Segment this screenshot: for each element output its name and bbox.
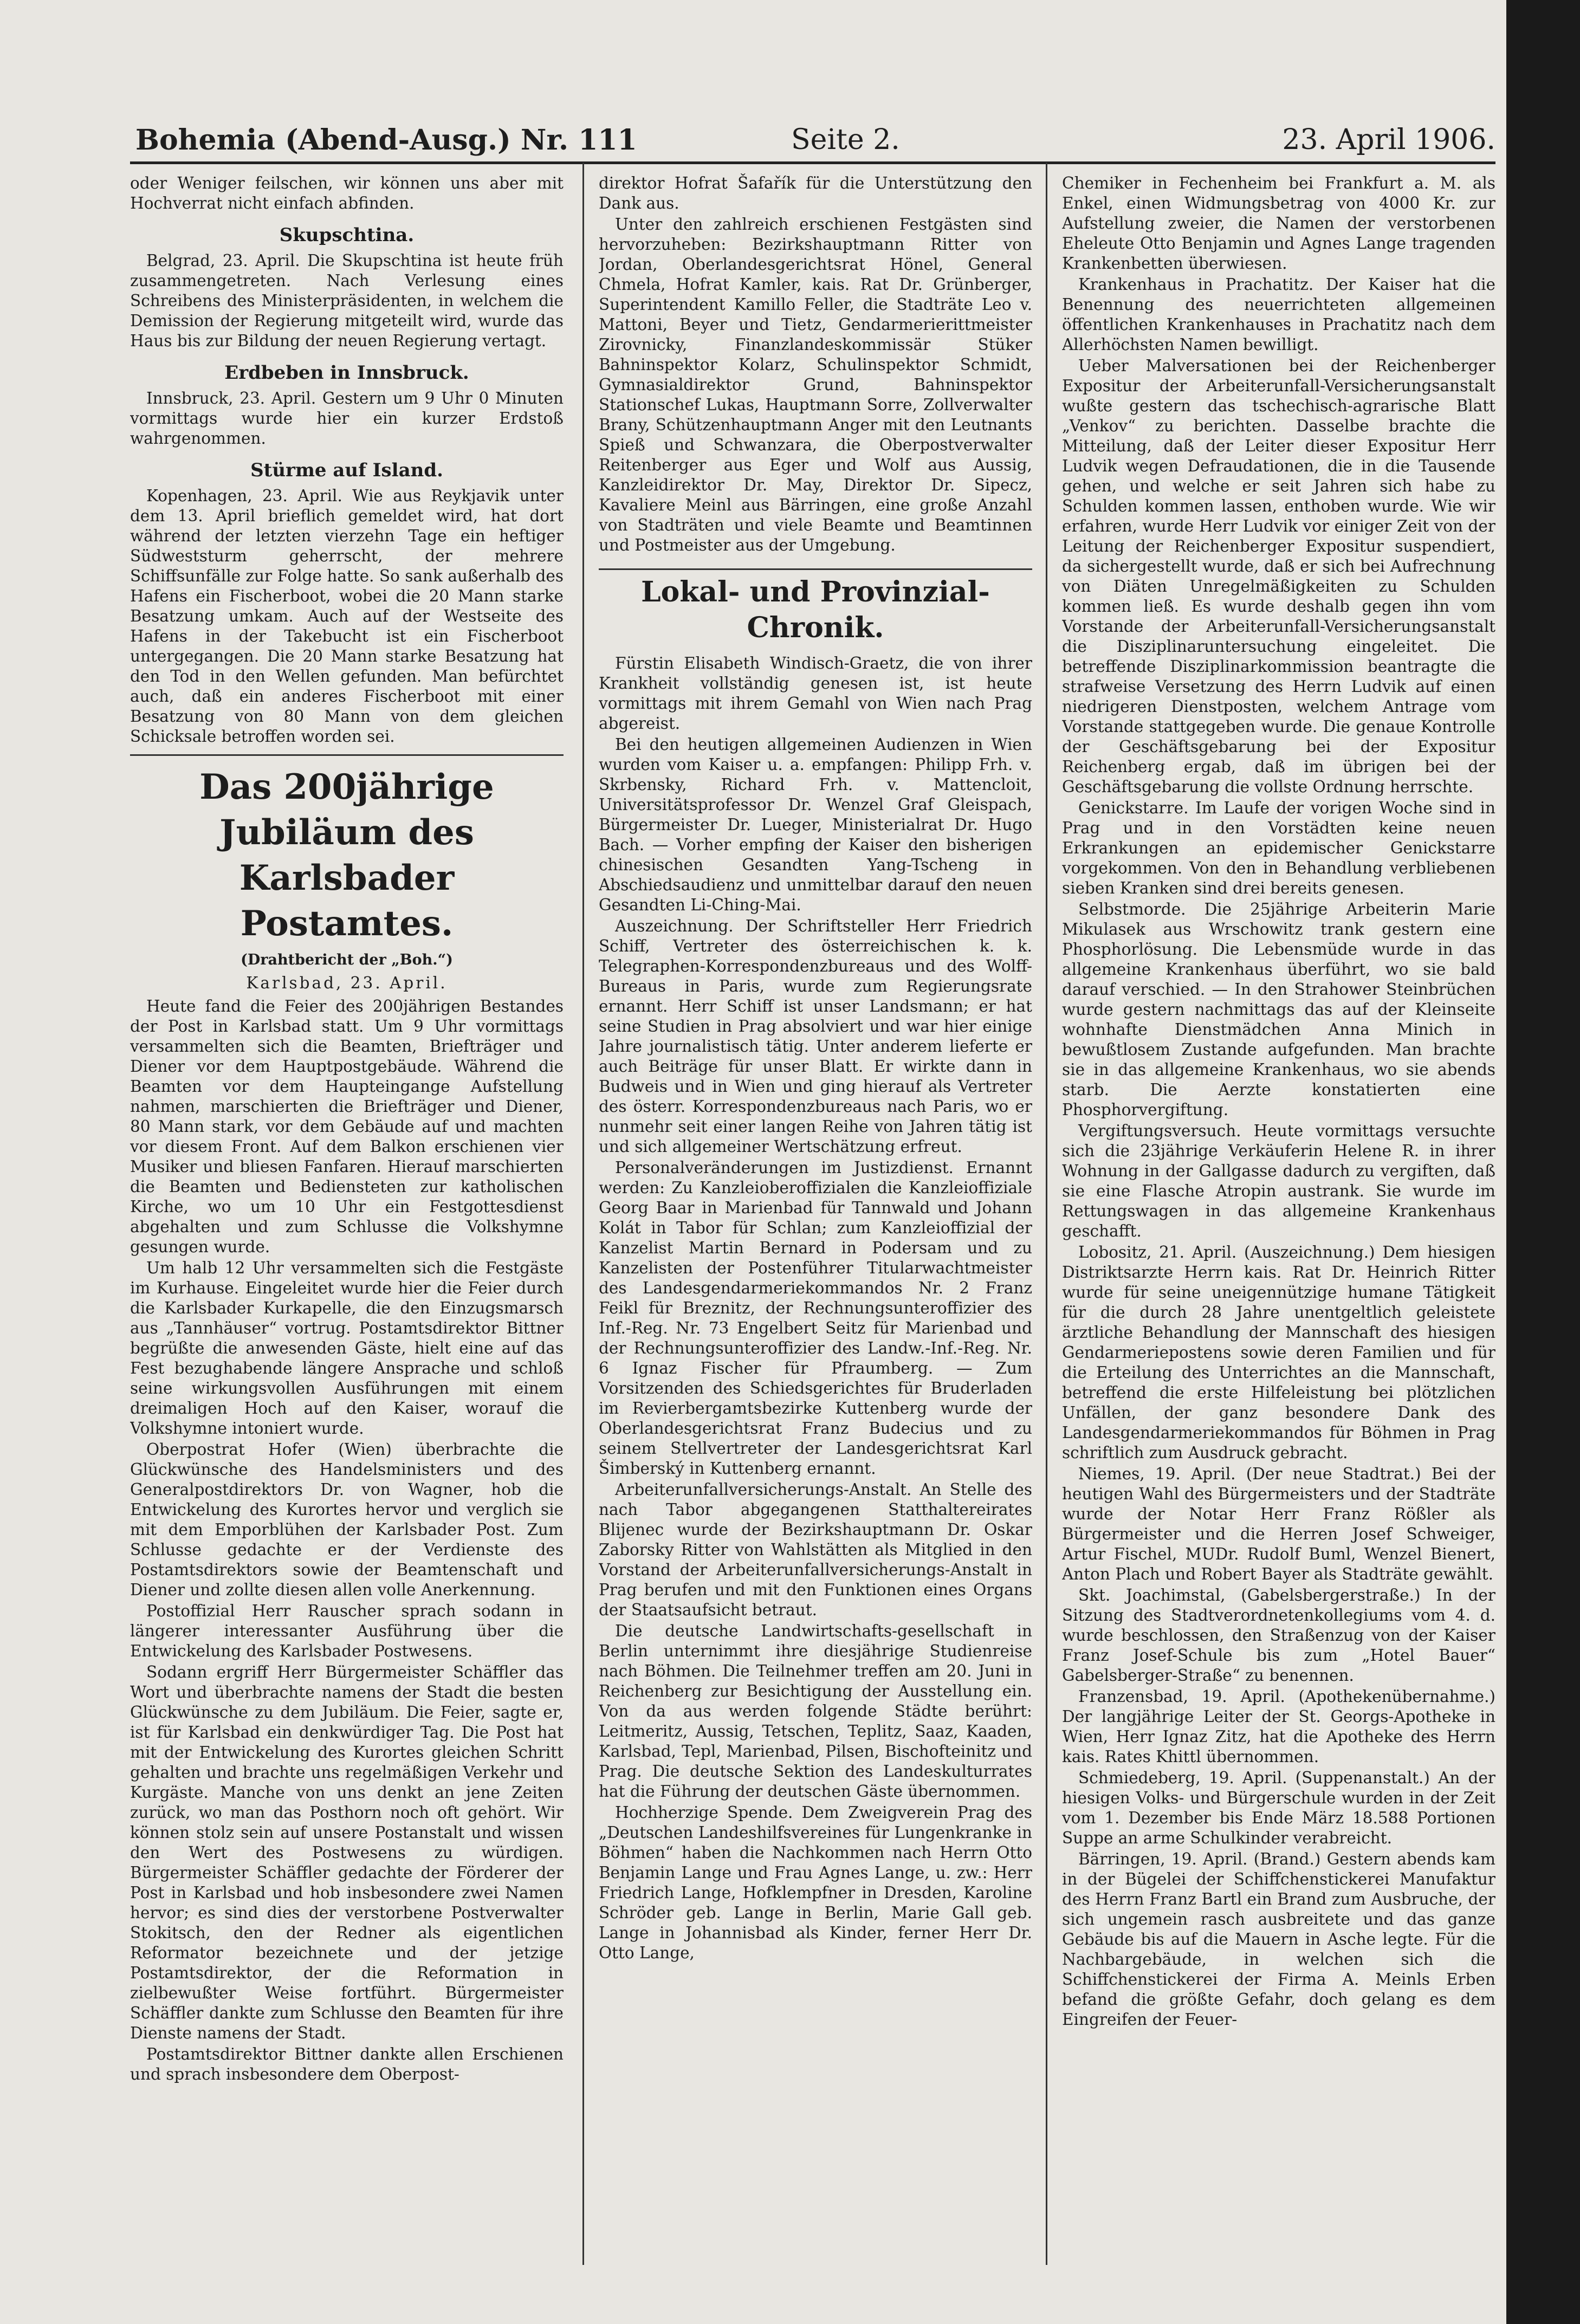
article-stuerme: Kopenhagen, 23. April. Wie aus Reykjavik unter dem 13. April brieflich gemeldet wird, hat dort während der letzten vierzehn Tage ein heftiger Südweststurm geherrscht, der mehrere Schiffsunfälle zur Folge hatte. So sank außerhalb des Hafens ein Fischerboot, wobei die 20 Mann starke Besatzung umkam. Auch auf der Westseite des Hafens in der Takebucht ist ein Fischerboot untergegangen. Die 20 Mann starke Besatzung hat den Tod in den Wellen gefunden. Man befürchtet auch, daß ein anderes Fischerboot mit einer Besatzung von 80 Mann von dem gleichen Schicksale betroffen worden sei. — [130, 487, 564, 746]
headline-jubilaeum: Das 200jährige Jubiläum des Karlsbader Postamtes. — [199, 767, 494, 944]
article-erdbeben: Innsbruck, 23. April. Gestern um 9 Uhr 0 Minuten vormittags wurde hier ein kurzer Erdstoß wahrgenommen. — [130, 389, 564, 448]
article-paragraph: Heute fand die Feier des 200jährigen Bestandes der Post in Karlsbad statt. Um 9 Uhr vormittags versammelten sich die Beamten, Briefträger und Diener vor dem Hauptpostgebäude. Während die Beamten vor dem Haupteingange Aufstellung nahmen, marschierten die Briefträger und Diener, 80 Mann stark, vor dem Gebäude auf und machten vor diesem Front. Auf dem Balkon erschienen vier Musiker und bliesen Fanfaren. Hierauf marschierten die Beamten und Bediensteten zur katholischen Kirche, wo um 10 Uhr ein Festgottesdienst abgehalten und zum Schlusse die Volkshymne gesungen wurde. — [130, 997, 564, 1256]
column-rule-1 — [582, 163, 584, 2265]
news-item: Die deutsche Landwirtschafts-gesellschaft in Berlin unternimmt ihre diesjährige Studienreise nach Böhmen. Die Teilnehmer treffen am 20. Juni in Reichenberg zur Besichtigung der Ausstellung ein. Von da aus werden folgende Städte berührt: Leitmeritz, Aussig, Tetschen, Teplitz, Saaz, Kaaden, Karlsbad, Tepl, Marienbad, Pilsen, Bischofteinitz und Prag. Die deutsche Sektion des Landeskulturrates hat die Führung der deutschen Gäste übernommen. — [599, 1622, 1032, 1801]
article-continuation: direktor Hofrat Šafařík für die Unterstützung den Dank aus. — [599, 174, 1032, 212]
news-item: Selbstmorde. Die 25jährige Arbeiterin Marie Mikulasek aus Wrschowitz trank gestern eine Phosphorlösung. Die Lebensmüde wurde in das allgemeine Krankenhaus überführt, wo sie bald darauf verschied. — In den Strahower Steinbrüchen wurde gestern nachmittags das auf der Kleinseite wohnhafte Dienstmädchen Anna Minich in bewußtlosem Zustande aufgefunden. Man brachte sie in das allgemeine Krankenhaus, wo sie abends starb. Die Aerzte konstatierten eine Phosphorvergiftung. — [1062, 900, 1495, 1119]
issue-date: 23. April 1906. — [1282, 124, 1495, 156]
dateline: Karlsbad, 23. April. — [246, 974, 448, 992]
headline-jubilaeum-subtitle: (Drahtbericht der „Boh.“) — [241, 951, 453, 968]
news-item: Niemes, 19. April. (Der neue Stadtrat.) Bei der heutigen Wahl des Bürgermeisters und der Stadträte wurde der Notar Herr Franz Rößler als Bürgermeister und die Herren Josef Schweiger, Artur Fischel, MUDr. Rudolf Buml, Wenzel Bienert, Anton Plach und Robert Bayer als Stadträte gewählt. — [1062, 1465, 1495, 1583]
article-paragraph: Postamtsdirektor Bittner dankte allen Erschienen und sprach insbesondere dem Oberpost- — [130, 2045, 564, 2083]
heading-erdbeben: Erdbeben in Innsbruck. — [224, 362, 469, 384]
news-item: Lobositz, 21. April. (Auszeichnung.) Dem hiesigen Distriktsarzte Herrn kais. Rat Dr. Heinrich Ritter wurde für seine uneigennützige humane Tätigkeit für die durch 28 Jahre unentgeltlich geleistete ärztliche Behandlung der Mannschaft des hiesigen Gendarmeriepostens sowie deren Familien und für die Erteilung des Unterrichtes an die Mannschaft, betreffend die erste Hilfeleistung bei plötzlichen Unfällen, der ganz besondere Dank des Landesgendarmeriekommandos für Böhmen in Prag schriftlich zum Ausdruck gebracht. — [1062, 1243, 1495, 1462]
page-number: Seite 2. — [791, 124, 900, 156]
news-item: Vergiftungsversuch. Heute vormittags versuchte sich die 23jährige Verkäuferin Helene R. in ihrer Wohnung in der Gallgasse dadurch zu vergiften, daß sie eine Flasche Atropin austrank. Sie wurde im Rettungswagen in das allgemeine Krankenhaus geschafft. — [1062, 1122, 1495, 1240]
heading-skupschtina: Skupschtina. — [279, 224, 415, 246]
news-item: Ueber Malversationen bei der Reichenberger Expositur der Arbeiterunfall-Versicherungsanstalt wußte gestern das tschechisch-agrarische Blatt „Venkov“ zu berichten. Dasselbe brachte die Mitteilung, daß der Leiter dieser Expositur Herr Ludvik wegen Defraudationen, die in die Tausende gehen, und welche er seit Jahren sich habe zu Schulden kommen lassen, enthoben wurde. Wie wir erfahren, wurde Herr Ludvik vor einiger Zeit von der Leitung der Reichenberger Expositur suspendiert, da sichergestellt wurde, daß er sich bei Aufrechnung von Diäten Unregelmäßigkeiten zu Schulden kommen ließ. Es wurde deshalb gegen ihn vom Vorstande der Arbeiterunfall-Versicherungsanstalt die Disziplinaruntersuchung eingeleitet. Die betreffende Disziplinarkommission beantragte die strafweise Versetzung des Herrn Ludvik auf einen niedrigeren Dienstposten, welchem Antrage vom Vorstande stattgegeben wurde. Die genaue Kontrolle der Geschäftsgebarung bei der Expositur Reichenberg ergab, daß im übrigen bei der Geschäftsgebarung die vollste Ordnung herrschte. — [1062, 357, 1495, 796]
article-paragraph: Postoffizial Herr Rauscher sprach sodann in längerer interessanter Ausführung über die Entwickelung des Karlsbader Postwesens. — [130, 1602, 564, 1660]
article-paragraph: Unter den zahlreich erschienen Festgästen sind hervorzuheben: Bezirkshauptmann Ritter von Jordan, Oberlandesgerichtsrat Hönel, General Chmela, Hofrat Kamler, kais. Rat Dr. Grünberger, Superintendent Kamillo Feller, die Stadträte Leo v. Mattoni, Beyer und Tietz, Gendarmerierittmeister Zirovnicky, Finanzlandeskommissär Stüker Bahninspektor Kolarz, Schulinspektor Schmidt, Gymnasialdirektor Grund, Bahninspektor Stationschef Lukas, Hauptmann Sorre, Zollverwalter Brany, Schützenhauptmann Anger mit den Leutnants Spieß und Schwanzara, die Oberpostverwalter Reitenberger aus Eger und Wolf aus Aussig, Kanzleidirektor Dr. May, Direktor Dr. Sipecz, Kavaliere Meinl aus Bärringen, eine große Anzahl von Stadträten und viele Beamte und Beamtinnen und Postmeister aus der Umgebung. — [599, 215, 1032, 554]
scan-border — [1506, 0, 1580, 2324]
heading-stuerme: Stürme auf Island. — [250, 459, 443, 481]
article-skupschtina: Belgrad, 23. April. Die Skupschtina ist heute früh zusammengetreten. Nach Verlesung eines Schreibens des Ministerpräsidenten, in welchem die Demission der Regierung mitgeteilt wird, wurde das Haus bis zur Bildung der neuen Regierung vertagt. — [130, 251, 564, 350]
column-1 — [130, 173, 564, 2254]
news-item: Auszeichnung. Der Schriftsteller Herr Friedrich Schiff, Vertreter des österreichischen k. k. Telegraphen-Korrespondenzbureaus und des Wolff-Bureaus in Paris, wurde zum Regierungsrate ernannt. Herr Schiff ist unser Landsmann; er hat seine Studien in Prag absolviert und war hier einige Jahre journalistisch tätig. Unter anderem lieferte er auch Beiträge für unser Blatt. Er wirkte dann in Budweis und in Wien und ging hierauf als Vertreter des österr. Korrespondenzbureaus nach Paris, wo er nunmehr seit einer langen Reihe von Jahren tätig ist und sich allgemeiner Wertschätzung erfreut. — [599, 917, 1032, 1156]
news-item: Fürstin Elisabeth Windisch-Graetz, die von ihrer Krankheit vollständig genesen ist, ist heute vormittags mit ihrem Gemahl von Wien nach Prag abgereist. — [599, 654, 1032, 733]
news-item: Skt. Joachimstal, (Gabelsbergerstraße.) In der Sitzung des Stadtverordnetenkollegiums vom 4. d. wurde beschlossen, den Straßenzug von der Kaiser Franz Josef-Schule bis zum „Hotel Bauer“ Gabelsberger-Straße“ zu benennen. — [1062, 1586, 1495, 1685]
news-item: Hochherzige Spende. Dem Zweigverein Prag des „Deutschen Landeshilfsvereines für Lungenkranke in Böhmen“ haben die Nachkommen nach Herrn Otto Benjamin Lange und Frau Agnes Lange, u. zw.: Herr Friedrich Lange, Hofklempfner in Dresden, Karoline Schröder geb. Lange in Berlin, Marie Gall geb. Lange in Johannisbad als Kinder, ferner Herr Dr. Otto Lange, — [599, 1803, 1032, 1962]
masthead-title: Bohemia (Abend-Ausg.) Nr. 111 — [135, 124, 637, 157]
article-paragraph: Um halb 12 Uhr versammelten sich die Festgäste im Kurhause. Eingeleitet wurde hier die Feier durch die Karlsbader Kurkapelle, die den Einzugsmarsch aus „Tannhäuser“ vortrug. Postamtsdirektor Bittner begrüßte die anwesenden Gäste, hielt eine auf das Fest bezughabende längere Ansprache und schloß seine wirkungsvollen Ausführungen mit einem dreimaligen Hoch auf den Kaiser, worauf die Volkshymne intoniert wurde. — [130, 1259, 564, 1438]
news-item: Arbeiterunfallversicherungs-Anstalt. An Stelle des nach Tabor abgegangenen Statthaltereirates Blijenec wurde der Bezirkshauptmann Dr. Oskar Zaborsky Ritter von Wahlstätten als Mitglied in den Vorstand der Arbeiterunfallversicherungs-Anstalt in Prag berufen und mit den Funktionen eines Organs der Staatsaufsicht betraut. — [599, 1480, 1032, 1619]
page-header — [130, 118, 1495, 164]
news-item: Personalveränderungen im Justizdienst. Ernannt werden: Zu Kanzleioberoffizialen die Kanzleioffiziale Georg Baar in Marienbad für Tannwald und Johann Kolát in Tabor für Schlan; zum Kanzleioffizial der Kanzelist Martin Bernard in Podersam und zu Kanzelisten der Postenführer Titularwachtmeister des Landesgendarmeriekommandos Nr. 2 Franz Feikl für Breznitz, der Rechnungsunteroffizier des Inf.-Reg. Nr. 73 Engelbert Seitz für Marienbad und der Rechnungsunteroffizier des Landw.-Inf.-Reg. Nr. 6 Ignaz Fischer für Pfraumberg. — Zum Vorsitzenden des Schiedsgerichtes für Bruderladen im Revierbergamtsbezirke Kuttenberg wurde der Oberlandesgerichtsrat Franz Budecius und zu seinem Stellvertreter der Landesgerichtsrat Karl Šimberský in Kuttenberg ernannt. — [599, 1158, 1032, 1478]
article-divider — [130, 754, 564, 756]
article-paragraph: Sodann ergriff Herr Bürgermeister Schäffler das Wort und überbrachte namens der Stadt die besten Glückwünsche zu dem Jubiläum. Die Feier, sagte er, ist für Karlsbad ein denkwürdiger Tag. Die Post hat mit der Entwickelung des Kurortes gleichen Schritt gehalten und brachte uns regelmäßigen Verkehr und Kurgäste. Manche von uns denkt an jene Zeiten zurück, wo man das Posthorn noch oft gehört. Wir können stolz sein auf unsere Postanstalt und wissen den Wert des Postwesens zu würdigen. Bürgermeister Schäffler gedachte der Förderer der Post in Karlsbad und hob insbesondere zwei Namen hervor; es sind dies der verstorbene Postverwalter Stokitsch, den der Redner als eigentlichen Reformator bezeichnete und der jetzige Postamtsdirektor, der die Reformation in zielbewußter Weise fortführt. Bürgermeister Schäffler dankte zum Schlusse den Beamten für ihre Dienste namens der Stadt. — [130, 1663, 564, 2042]
news-item: Schmiedeberg, 19. April. (Suppenanstalt.) An der hiesigen Volks- und Bürgerschule wurden in der Zeit vom 1. Dezember bis Ende März 18.588 Portionen Suppe an arme Schulkinder verabreicht. — [1062, 1769, 1495, 1847]
section-heading-chronik: Lokal- und Provinzial-Chronik. — [599, 568, 1032, 646]
news-item: Krankenhaus in Prachatitz. Der Kaiser hat die Benennung des neuerrichteten allgemeinen öffentlichen Krankenhauses in Prachatitz nach dem Allerhöchsten Namen bewilligt. — [1062, 275, 1495, 354]
column-3 — [1062, 173, 1495, 2254]
news-item: Genickstarre. Im Laufe der vorigen Woche sind in Prag und in den Vorstädten keine neuen Erkrankungen an epidemischer Genickstarre vorgekommen. Von den in Behandlung verbliebenen sieben Kranken sind drei bereits genesen. — [1062, 799, 1495, 897]
column-rule-2 — [1046, 163, 1047, 2265]
article-continuation: oder Weniger feilschen, wir können uns aber mit Hochverrat nicht einfach abfinden. — [130, 174, 564, 212]
news-item: Bärringen, 19. April. (Brand.) Gestern abends kam in der Bügelei der Schiffchenstickerei Manufaktur des Herrn Franz Bartl ein Brand zum Ausbruche, der sich ungemein rasch ausbreitete und das ganze Gebäude bis auf die Mauern in Asche legte. Für die Nachbargebäude, in welchen sich die Schiffchenstickerei der Firma A. Meinls Erben befand die größte Gefahr, doch gelang es dem Eingreifen der Feuer- — [1062, 1850, 1495, 2029]
news-item: Bei den heutigen allgemeinen Audienzen in Wien wurden vom Kaiser u. a. empfangen: Philipp Frh. v. Skrbensky, Richard Frh. v. Mattencloit, Universitätsprofessor Dr. Wenzel Graf Gleispach, Bürgermeister Dr. Lueger, Ministerialrat Dr. Hugo Bach. — Vorher empfing der Kaiser den bisherigen chinesischen Gesandten Yang-Tscheng in Abschiedsaudienz und unmittelbar darauf den neuen Gesandten Li-Ching-Mai. — [599, 735, 1032, 914]
article-continuation: Chemiker in Fechenheim bei Frankfurt a. M. als Enkel, einen Widmungsbetrag von 4000 Kr. zur Aufstellung zweier, die Namen der verstorbenen Eheleute Otto Benjamin und Agnes Lange tragenden Krankenbetten überwiesen. — [1062, 174, 1495, 273]
news-item: Franzensbad, 19. April. (Apothekenübernahme.) Der langjährige Leiter der St. Georgs-Apotheke in Wien, Herr Ignaz Zitz, hat die Apotheke des Herrn kais. Rates Khittl übernommen. — [1062, 1687, 1495, 1766]
article-paragraph: Oberpostrat Hofer (Wien) überbrachte die Glückwünsche des Handelsministers und des Generalpostdirektors Dr. von Wagner, hob die Entwickelung des Kurortes hervor und verglich sie mit dem Emporblühen der Karlsbader Post. Zum Schlusse gedachte er der Verdienste des Postamtsdirektors sowie der Beamtenschaft und Diener und zollte diesen allen volle Anerkennung. — [130, 1440, 564, 1599]
column-2 — [599, 173, 1032, 2254]
